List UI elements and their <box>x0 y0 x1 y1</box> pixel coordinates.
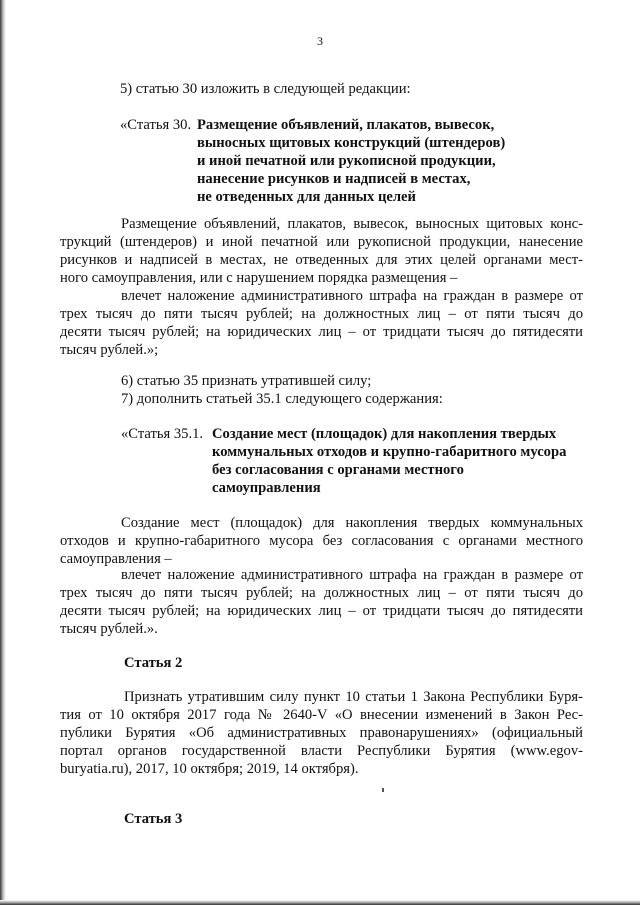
article-30-sanction-line: трех тысяч до пяти тысяч рублей; на должностных лиц – от пяти тысяч до <box>60 306 583 322</box>
article-35-1-sanction-line: трех тысяч до пяти тысяч рублей; на должностных лиц – от пяти тысяч до <box>60 585 583 601</box>
scan-speck <box>382 788 384 792</box>
article-30-body-line: рисунков и надписей в местах, не отведенных для этих целей органами мест- <box>60 252 583 268</box>
article-30-heading-line: не отведенных для данных целей <box>197 189 416 205</box>
item-6: 6) статью 35 признать утратившей силу; <box>121 373 372 389</box>
article-35-1-heading-line: Создание мест (площадок) для накопления твердых <box>212 426 557 442</box>
article-35-1-heading-line: коммунальных отходов и крупно-габаритного мусора <box>212 444 567 460</box>
article-30-heading-line: Размещение объявлений, плакатов, вывесок, <box>197 117 495 133</box>
article-35-1-sanction-line: влечет наложение административного штрафа на граждан в размере от <box>121 567 583 583</box>
article-2-line: Признать утратившим силу пункт 10 статьи 1 Закона Республики Буря- <box>124 689 583 705</box>
article-30-sanction-line: тысяч рублей.»; <box>60 342 159 358</box>
article-35-1-body-line: отходов и крупно-габаритного мусора без согласования с органами местного <box>60 533 583 549</box>
article-30-sanction-line: десяти тысяч рублей; на юридических лиц – от тридцати тысяч до пятидесяти <box>60 324 583 340</box>
article-35-1-body-line: самоуправления – <box>60 551 172 567</box>
article-30-heading-prefix: «Статья 30. <box>120 117 192 133</box>
page-number: 3 <box>317 34 323 48</box>
article-35-1-sanction-line: тысяч рублей.». <box>60 621 158 637</box>
article-35-1-heading-prefix: «Статья 35.1. <box>121 426 204 442</box>
item-7-intro: 7) дополнить статьей 35.1 следующего содержания: <box>121 391 443 407</box>
article-30-body-line: Размещение объявлений, плакатов, вывесок, выносных щитовых конс- <box>121 216 583 232</box>
article-2-line: публики Бурятия «Об административных правонарушениях» (официальный <box>60 725 583 741</box>
article-30-body-line: трукций (штендеров) и иной печатной или рукописной продукции, нанесение <box>60 234 583 250</box>
article-30-heading-line: нанесение рисунков и надписей в местах, <box>197 171 471 187</box>
article-3-heading: Статья 3 <box>124 811 183 827</box>
article-35-1-body-line: Создание мест (площадок) для накопления твердых коммунальных <box>121 515 583 531</box>
article-30-heading-line: выносных щитовых конструкций (штендеров) <box>197 135 506 151</box>
article-2-heading: Статья 2 <box>124 655 183 671</box>
article-30-heading-line: и иной печатной или рукописной продукции, <box>197 153 496 169</box>
article-2-line: buryatia.ru), 2017, 10 октября; 2019, 14 октября). <box>60 761 359 777</box>
scan-bottom-edge <box>0 900 640 905</box>
article-35-1-sanction-line: десяти тысяч рублей; на юридических лиц – от тридцати тысяч до пятидесяти <box>60 603 583 619</box>
item-5-intro: 5) статью 30 изложить в следующей редакции: <box>120 81 411 97</box>
article-30-sanction-line: влечет наложение административного штрафа на граждан в размере от <box>121 288 583 304</box>
article-30-body-line: ного самоуправления, или с нарушением порядка размещения – <box>60 270 458 286</box>
article-2-line: портал органов государственной власти Республики Бурятия (www.egov- <box>60 743 583 759</box>
scan-left-edge <box>0 0 6 905</box>
article-35-1-heading-line: самоуправления <box>212 480 321 496</box>
article-2-line: тия от 10 октября 2017 года № 2640-V «О внесении изменений в Закон Рес- <box>60 707 583 723</box>
article-35-1-heading-line: без согласования с органами местного <box>212 462 464 478</box>
